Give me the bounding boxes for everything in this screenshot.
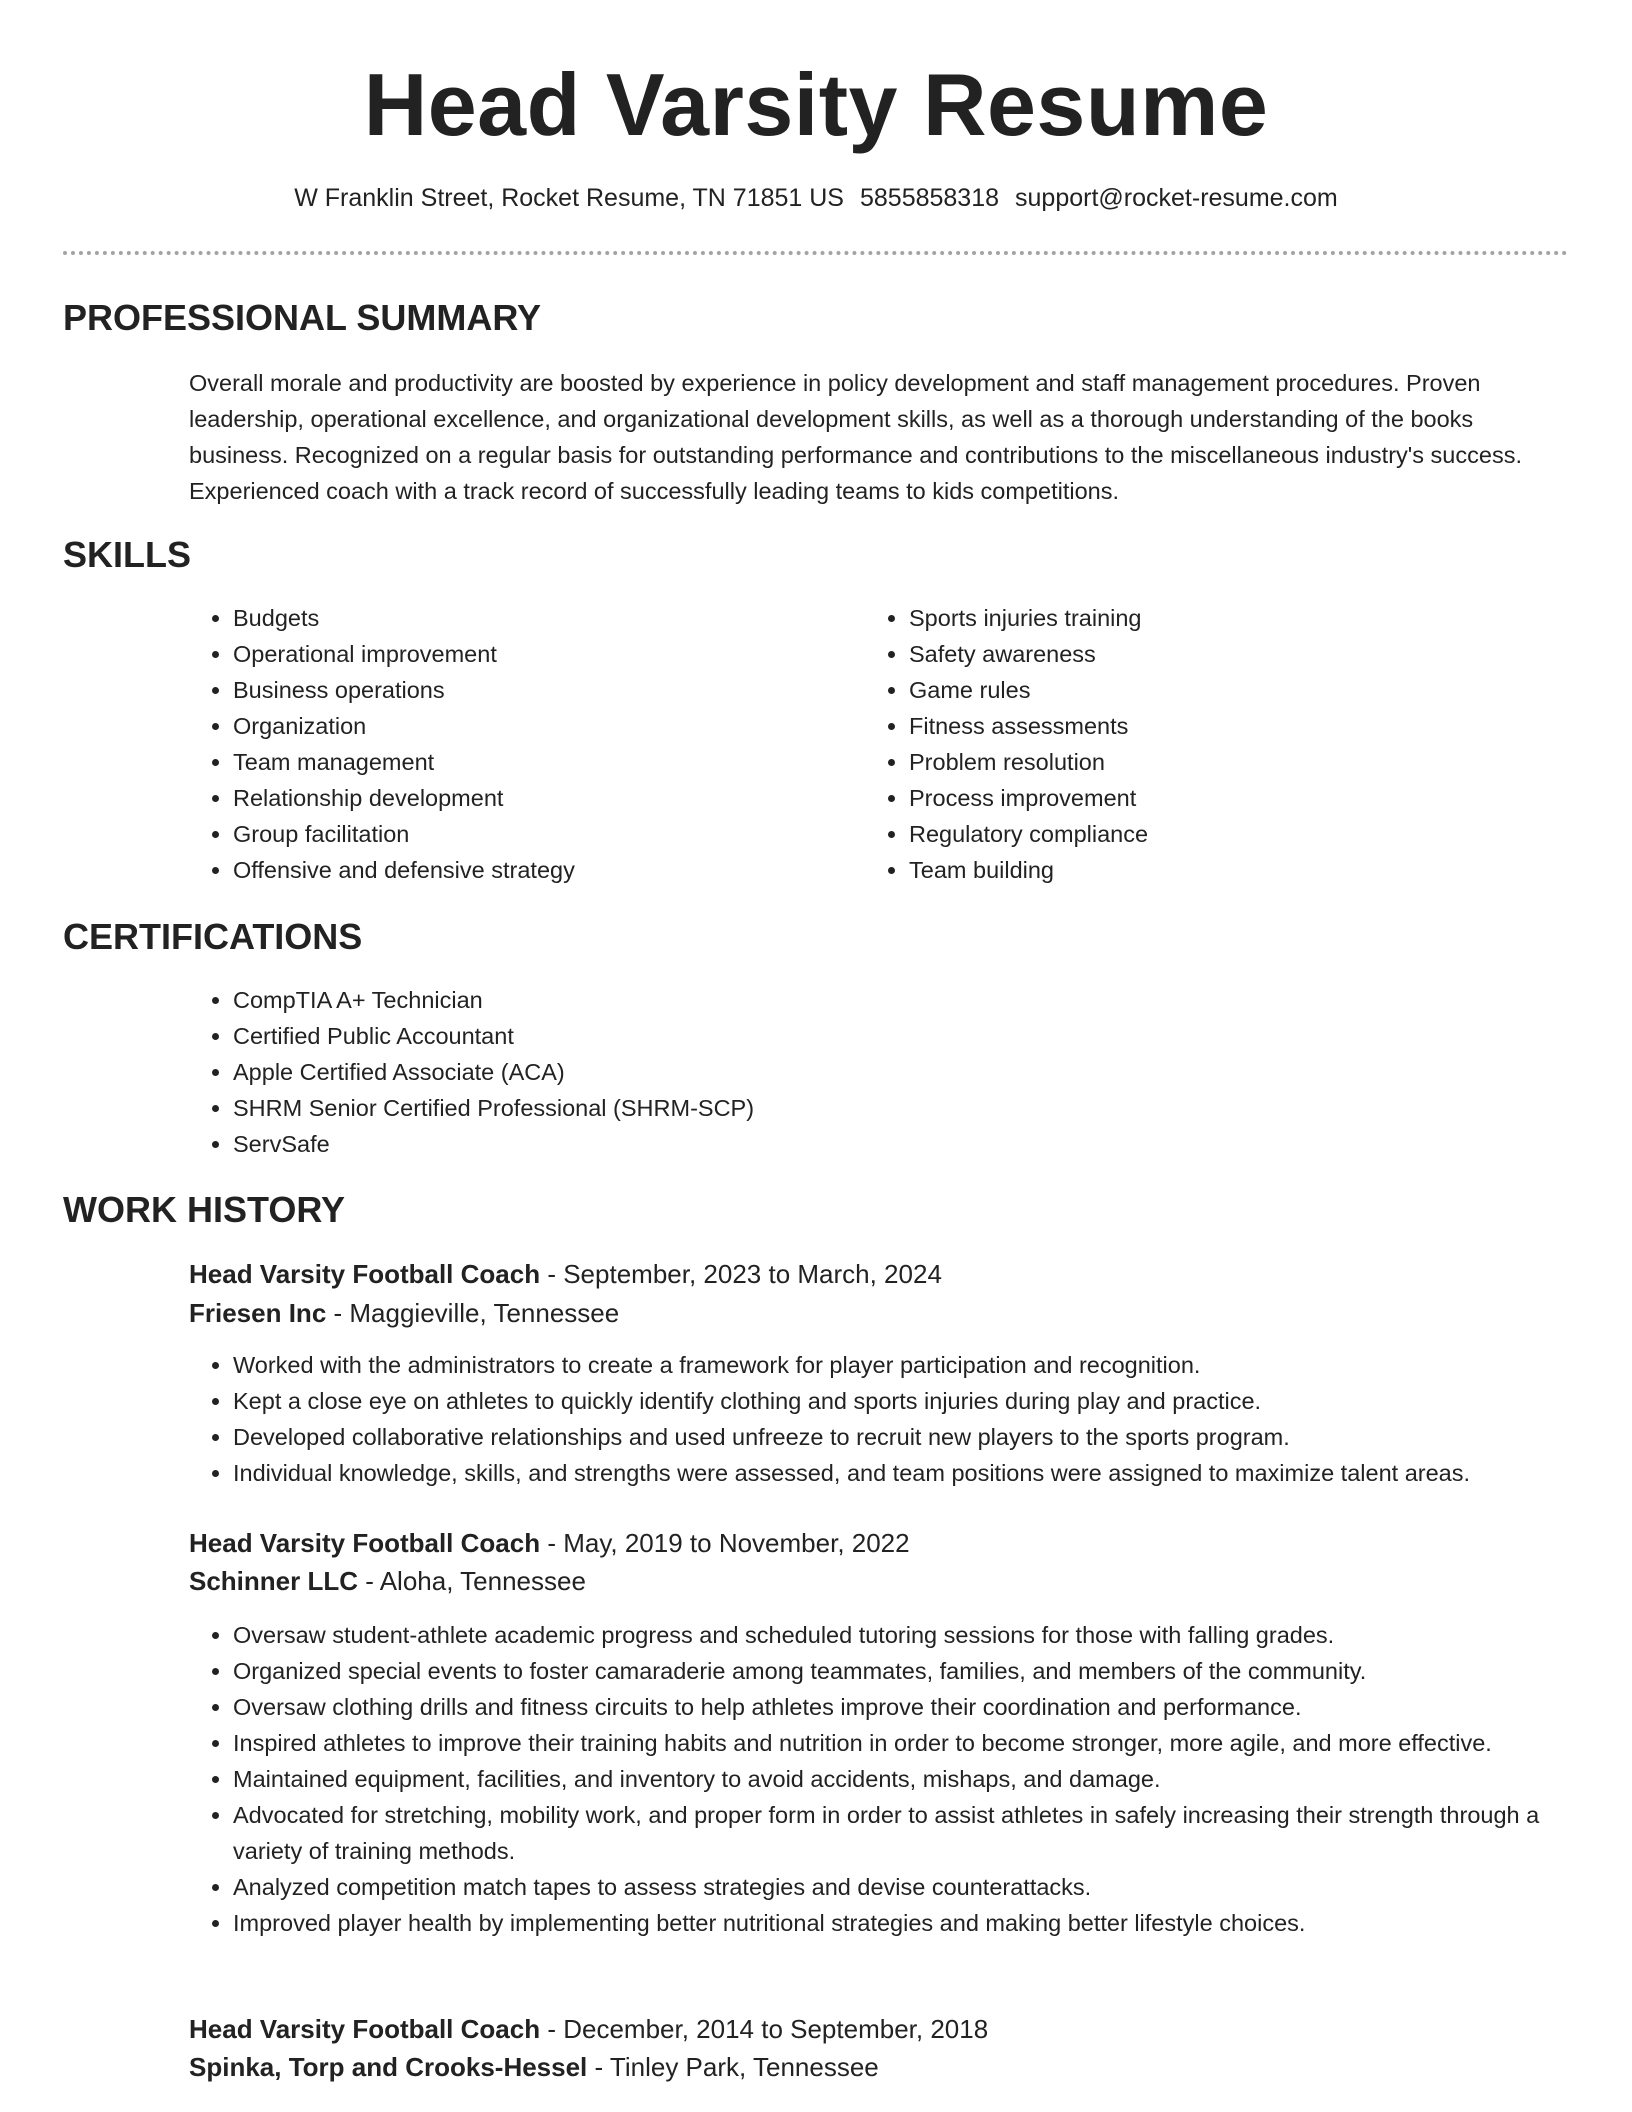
contact-phone: 5855858318 — [859, 184, 1000, 212]
job-employer — [189, 1562, 586, 1600]
list-item: • Business operations — [233, 672, 853, 708]
job-heading — [189, 1255, 942, 1293]
list-item: • SHRM Senior Certified Professional (SHRM-SCP) — [233, 1090, 1233, 1126]
job-dates: - December, 2014 to September, 2018 — [547, 2014, 989, 2044]
list-item: • Organization — [233, 708, 853, 744]
job-bullets — [189, 1347, 1632, 1491]
list-item: • Analyzed competition match tapes to assess strategies and devise counterattacks. — [233, 1869, 1573, 1905]
list-item: • Relationship development — [233, 780, 853, 816]
job-heading — [189, 2010, 988, 2048]
header-divider — [63, 251, 1568, 255]
list-item: • Game rules — [909, 672, 1529, 708]
list-item: • Advocated for stretching, mobility work, and proper form in order to assist athletes in safely increasing their strength through a variety of training methods. — [233, 1797, 1573, 1869]
list-item: • Organized special events to foster camaraderie among teammates, families, and members of the community. — [233, 1653, 1573, 1689]
job-bullets — [189, 1617, 1573, 1941]
job-location: - Tinley Park, Tennessee — [594, 2052, 879, 2082]
section-title-summary: PROFESSIONAL SUMMARY — [63, 297, 542, 338]
summary-text: Overall morale and productivity are boosted by experience in policy development and staff management procedures. Proven leadership, operational excellence, and organizational development skills, as well as a thorough understanding of the books business. Recognized on a regular basis for outstanding performance and contributions to the miscellaneous industry's success. Experienced coach with a track record of successfully leading teams to kids competitions. — [189, 370, 1522, 504]
job-company: Friesen Inc — [189, 1298, 327, 1328]
list-item: • Group facilitation — [233, 816, 853, 852]
list-item: • Safety awareness — [909, 636, 1529, 672]
list-item: • Individual knowledge, skills, and strengths were assessed, and team positions were assigned to maximize talent areas. — [233, 1455, 1632, 1491]
contact-email: support@rocket-resume.com — [1015, 184, 1338, 212]
job-employer — [189, 2048, 879, 2086]
list-item: • Fitness assessments — [909, 708, 1529, 744]
job-position: Head Varsity Football Coach — [189, 2014, 541, 2044]
list-item: • Maintained equipment, facilities, and inventory to avoid accidents, mishaps, and damage. — [233, 1761, 1573, 1797]
list-item: • Regulatory compliance — [909, 816, 1529, 852]
job-heading — [189, 1524, 910, 1562]
list-item: • Team building — [909, 852, 1529, 888]
list-item: • Certified Public Accountant — [233, 1018, 1233, 1054]
list-item: • Improved player health by implementing better nutritional strategies and making better lifestyle choices. — [233, 1905, 1573, 1941]
list-item: • Developed collaborative relationships and used unfreeze to recruit new players to the sports program. — [233, 1419, 1632, 1455]
section-title-skills: SKILLS — [63, 534, 192, 575]
list-item: • Sports injuries training — [909, 600, 1529, 636]
section-title-work-history: WORK HISTORY — [63, 1189, 346, 1230]
skills-list-left — [189, 600, 853, 888]
job-position: Head Varsity Football Coach — [189, 1259, 541, 1289]
job-location: - Aloha, Tennessee — [365, 1566, 586, 1596]
list-item: • CompTIA A+ Technician — [233, 982, 1233, 1018]
job-location: - Maggieville, Tennessee — [333, 1298, 620, 1328]
job-dates: - May, 2019 to November, 2022 — [547, 1528, 910, 1558]
list-item: • Problem resolution — [909, 744, 1529, 780]
list-item: • Team management — [233, 744, 853, 780]
list-item: • Budgets — [233, 600, 853, 636]
job-position: Head Varsity Football Coach — [189, 1528, 541, 1558]
list-item: • Process improvement — [909, 780, 1529, 816]
list-item: • Apple Certified Associate (ACA) — [233, 1054, 1233, 1090]
certifications-list — [189, 982, 1233, 1162]
job-dates: - September, 2023 to March, 2024 — [547, 1259, 942, 1289]
list-item: • Worked with the administrators to create a framework for player participation and recognition. — [233, 1347, 1632, 1383]
list-item: • Kept a close eye on athletes to quickly identify clothing and sports injuries during play and practice. — [233, 1383, 1632, 1419]
job-company: Schinner LLC — [189, 1566, 359, 1596]
resume-name: Head Varsity Resume — [363, 55, 1269, 154]
contact-address: W Franklin Street, Rocket Resume, TN 71851 US — [294, 184, 844, 212]
list-item: • ServSafe — [233, 1126, 1233, 1162]
list-item: • Oversaw student-athlete academic progress and scheduled tutoring sessions for those with falling grades. — [233, 1617, 1573, 1653]
section-title-certifications: CERTIFICATIONS — [63, 916, 363, 957]
list-item: • Oversaw clothing drills and fitness circuits to help athletes improve their coordination and performance. — [233, 1689, 1573, 1725]
list-item: • Inspired athletes to improve their training habits and nutrition in order to become stronger, more agile, and more effective. — [233, 1725, 1573, 1761]
job-employer — [189, 1294, 619, 1332]
list-item: • Operational improvement — [233, 636, 853, 672]
list-item: • Offensive and defensive strategy — [233, 852, 853, 888]
contact-line — [0, 180, 1632, 216]
skills-list-right — [865, 600, 1529, 888]
job-company: Spinka, Torp and Crooks-Hessel — [189, 2052, 588, 2082]
